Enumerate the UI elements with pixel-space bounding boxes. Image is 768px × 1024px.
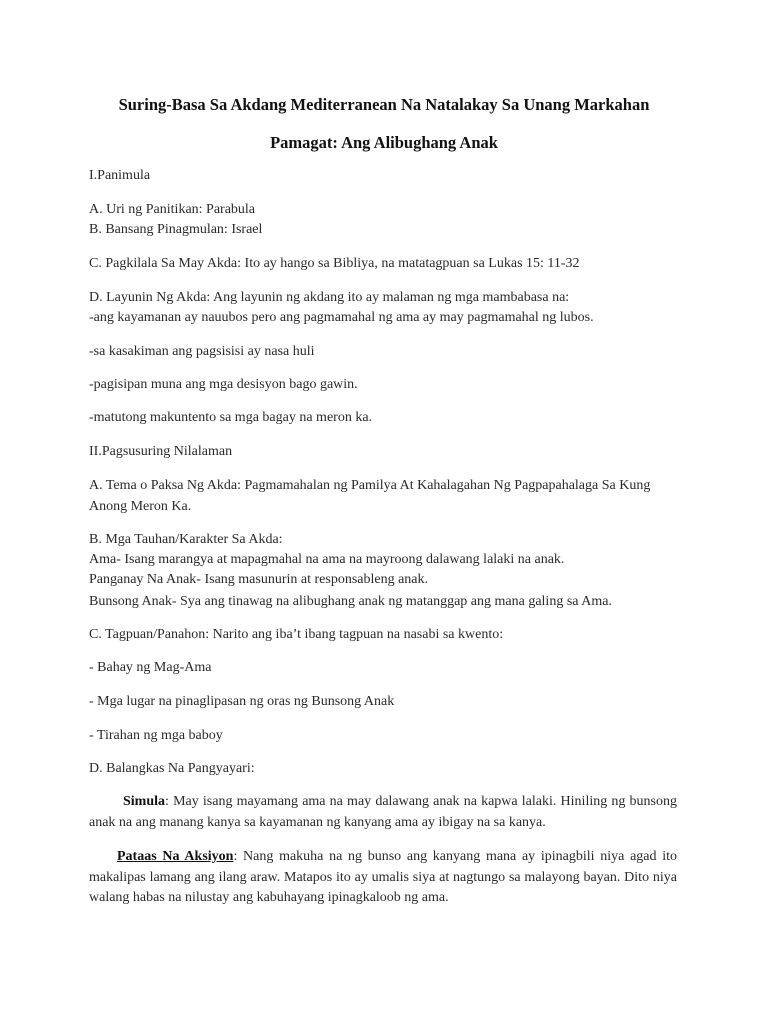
bansang-pinagmulan: B. Bansang Pinagmulan: Israel bbox=[89, 222, 263, 237]
pagkilala-sa-may-akda: C. Pagkilala Sa May Akda: Ito ay hango sa Bibliya, na matatagpuan sa Lukas 15: 11-32 bbox=[89, 256, 580, 271]
tagpuan-item: - Tirahan ng mga baboy bbox=[89, 728, 223, 743]
layunin-item: -matutong makuntento sa mga bagay na meron ka. bbox=[89, 410, 373, 425]
section-heading-panimula: I.Panimula bbox=[89, 168, 151, 183]
layunin-item: -ang kayamanan ay nauubos pero ang pagmamahal ng ama ay may pagmamahal ng lubos. bbox=[89, 310, 594, 325]
tauhan-item: Ama- Isang marangya at mapagmahal na ama na mayroong dalawang lalaki na anak. bbox=[89, 552, 565, 567]
layunin-heading: D. Layunin Ng Akda: Ang layunin ng akdang ito ay malaman ng mga mambabasa na: bbox=[89, 290, 570, 305]
tema-o-paksa: A. Tema o Paksa Ng Akda: Pagmamahalan ng Pamilya At Kahalagahan Ng Pagpapahalaga Sa Kung Anong Meron Ka. bbox=[89, 478, 651, 514]
simula-text: : May isang mayamang ama na may dalawang anak na kapwa lalaki. Hiniling ng bunsong anak na ang manang kanya sa kayamanan ng kanyang ama ay ibigay na sa kanya. bbox=[89, 794, 677, 830]
layunin-item: -pagisipan muna ang mga desisyon bago gawin. bbox=[89, 377, 358, 392]
tagpuan-item: - Mga lugar na pinaglipasan ng oras ng Bunsong Anak bbox=[89, 694, 395, 709]
document-subtitle: Pamagat: Ang Alibughang Anak bbox=[270, 133, 498, 152]
balangkas-heading: D. Balangkas Na Pangyayari: bbox=[89, 761, 255, 776]
layunin-item: -sa kasakiman ang pagsisisi ay nasa huli bbox=[89, 344, 315, 359]
document-title: Suring-Basa Sa Akdang Mediterranean Na Natalakay Sa Unang Markahan bbox=[118, 95, 650, 114]
tauhan-heading: B. Mga Tauhan/Karakter Sa Akda: bbox=[89, 532, 283, 547]
simula-label: Simula bbox=[123, 794, 166, 809]
uri-ng-panitikan: A. Uri ng Panitikan: Parabula bbox=[89, 202, 256, 217]
tauhan-item: Panganay Na Anak- Isang masunurin at responsableng anak. bbox=[89, 572, 429, 587]
tagpuan-heading: C. Tagpuan/Panahon: Narito ang iba’t ibang tagpuan na nasabi sa kwento: bbox=[89, 627, 504, 642]
pataas-na-aksiyon-paragraph bbox=[89, 847, 677, 909]
section-heading-pagsusuring-nilalaman: II.Pagsusuring Nilalaman bbox=[89, 444, 233, 459]
pataas-label: Pataas Na Aksiyon bbox=[117, 849, 234, 864]
tauhan-item: Bunsong Anak- Sya ang tinawag na alibughang anak ng matanggap ang mana galing sa Ama. bbox=[89, 594, 612, 609]
tagpuan-item: - Bahay ng Mag-Ama bbox=[89, 660, 212, 675]
simula-paragraph bbox=[89, 792, 677, 833]
pataas-text: : Nang makuha na ng bunso ang kanyang mana ay ipinagbili niya agad ito makalipas lamang ang ilang araw. Matapos ito ay umalis siya at nagtungo sa malayong bayan. Dito niya walang habas na nilustay ang kabuhayang ipinagkaloob ng ama. bbox=[89, 849, 677, 905]
